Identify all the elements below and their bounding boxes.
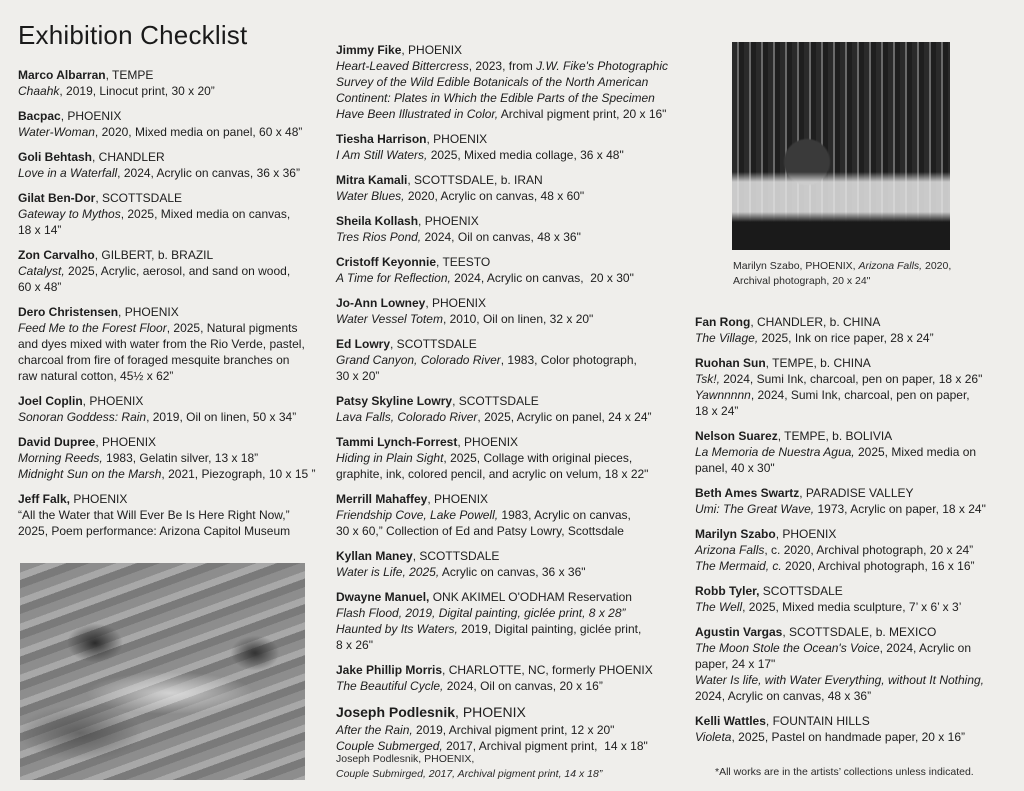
checklist-entry [695,624,1015,704]
checklist-entry [336,336,686,384]
artist-location: SCOTTSDALE [759,584,843,598]
artist-line [336,172,686,188]
artist-line [336,393,686,409]
artist-location: , SCOTTSDALE [452,394,539,408]
checklist-entry [336,131,686,163]
artist-location: , SCOTTSDALE [412,549,500,563]
artwork-line [695,599,1015,615]
artwork-title: Hiding in Plain Sight [336,451,444,465]
artwork-title: Grand Canyon, Colorado River [336,353,501,367]
artwork-details: 2025, Ink on rice paper, 28 x 24” [758,331,934,345]
artwork-details: 2020, Acrylic on canvas, 48 x 60" [404,189,585,203]
artwork-line [336,270,686,286]
artist-line [695,314,1015,330]
checklist-entry [695,485,1015,517]
artist-name: Goli Behtash [18,150,93,164]
artwork-details: , 2025, Mixed media sculpture, 7’ x 6’ x 3’ [742,600,962,614]
artwork-title: The Well [695,600,743,614]
artist-location: , PHOENIX [426,132,488,146]
artwork-line [336,311,686,327]
artwork-title: Tres Rios Pond, [336,230,422,244]
artist-line [695,713,1015,729]
artist-name: David Dupree [18,435,96,449]
checklist-entry [695,583,1015,615]
artwork-details: 2019, Archival pigment print, 12 x 20" [412,723,615,737]
artwork-title: Arizona Falls [695,543,765,557]
artist-location: , TEMPE, b. BOLIVIA [777,429,893,443]
artwork-title: Midnight Sun on the Marsh [18,467,162,481]
artwork-title: Chaahk [18,84,60,98]
artist-name: Marilyn Szabo [695,527,776,541]
artist-line [695,485,1015,501]
checklist-entry [336,703,686,754]
checklist-entry [336,393,686,425]
artist-name: Jeff Falk, [18,492,71,506]
checklist-column-3 [695,314,1015,754]
photo-caption-podlesnik [336,752,602,782]
artwork-line [336,409,686,425]
artist-line [336,548,686,564]
checklist-entry [695,713,1015,745]
artist-line [336,491,686,507]
artwork-title: Haunted by Its Waters, [336,622,458,636]
artist-line [336,254,686,270]
artwork-details: Archival pigment print, 20 x 16" [498,107,667,121]
artwork-line [336,507,686,539]
checklist-entry [18,491,333,539]
artwork-details: , 2023, from [468,59,537,73]
artwork-details: , 2025, Mixed media on canvas, 18 x 14” [18,207,291,237]
artwork-title: Umi: The Great Wave, [695,502,815,516]
artwork-details: , 2020, Mixed media on panel, 60 x 48” [94,125,303,139]
artist-name: Fan Rong [695,315,751,329]
artist-name: Marco Albarran [18,68,106,82]
artist-line [18,304,333,320]
caption-artist: Marilyn Szabo, PHOENIX, [733,260,859,272]
artwork-title: Flash Flood, 2019, Digital painting, giclée print, 8 x 28” [336,606,626,620]
artwork-line [695,501,1015,517]
artwork-title: The Mermaid, c. [695,559,782,573]
artist-name: Sheila Kollash [336,214,419,228]
artwork-details: , c. 2020, Archival photograph, 20 x 24” [764,543,974,557]
artist-location: , TEMPE, b. CHINA [765,356,871,370]
artwork-line [695,444,1015,476]
artist-name: Zon Carvalho [18,248,95,262]
artwork-details: 2019, Digital painting, giclée print, 8 x 26" [336,622,642,652]
artwork-line [18,507,333,539]
artwork-details: 2017, Archival pigment print, 14 x 18" [442,739,648,753]
checklist-entry [18,108,333,140]
caption-title: Arizona Falls, [858,260,923,272]
artwork-details: , 2025, Natural pigments and dyes mixed with water from the Rio Verde, pastel, charcoal from fire of foraged mesquite branches on raw natural cotton, 45½ x 62” [18,321,305,383]
artwork-line [695,640,1015,672]
artwork-line [336,188,686,204]
artist-location: , PHOENIX [418,214,479,228]
artwork-line [336,722,686,738]
artwork-line [336,352,686,384]
artwork-line [336,621,686,653]
artwork-photo-couple-submerged [20,563,305,780]
artwork-details: 2025, Mixed media on panel, 40 x 30" [695,445,977,475]
artwork-title: J.W. Fike's Photographic Survey of the Wild Edible Botanicals of the North American Continent: Plates in Which the Edible Parts of the Specimen Have Been Illustrated in Color, [336,59,669,121]
artwork-title: Feed Me to the Forest Floor [18,321,167,335]
caption-title: Couple Submirged, 2017, Archival pigment print, 14 x 18” [336,768,603,780]
artist-location: , CHANDLER [92,150,165,164]
artwork-details: , 2024, Acrylic on canvas, 36 x 36” [117,166,300,180]
artist-location: , PHOENIX [401,43,463,57]
artist-name: Dwayne Manuel, [336,590,430,604]
artwork-title: Morning Reeds, [18,451,103,465]
artist-name: Ed Lowry [336,337,391,351]
artist-line [18,108,333,124]
checklist-column-1 [18,67,333,548]
artwork-title: A Time for Reflection, [336,271,451,285]
artist-name: Nelson Suarez [695,429,778,443]
artwork-title: Love in a Waterfall [18,166,118,180]
artist-name: Jimmy Fike [336,43,402,57]
artwork-details: 1983, Gelatin silver, 13 x 18” [102,451,259,465]
artist-location: , TEMPE [105,68,154,82]
footnote: *All works are in the artists’ collections unless indicated. [715,766,974,778]
artwork-details: , 1983, Color photograph, 30 x 20” [336,353,637,383]
artwork-details: , 2024, Sumi Ink, charcoal, pen on paper, 18 x 24” [695,388,970,418]
artist-name: Kelli Wattles [695,714,766,728]
artwork-details: 1983, Acrylic on canvas, 30 x 60,” Collection of Ed and Patsy Lowry, Scottsdale [336,508,631,538]
artwork-line [18,409,333,425]
artwork-line [695,558,1015,574]
artist-name: Robb Tyler, [695,584,760,598]
artist-line [336,662,686,678]
artwork-line [336,58,686,122]
checklist-entry [18,67,333,99]
artwork-title: Water is Life, 2025, [336,565,440,579]
artist-location: , PHOENIX [82,394,144,408]
artist-line [18,149,333,165]
artist-name: Bacpac [18,109,61,123]
checklist-entry [18,190,333,238]
artwork-line [336,147,686,163]
artist-name: Patsy Skyline Lowry [336,394,453,408]
artist-name: Joseph Podlesnik [336,704,456,720]
checklist-entry [336,172,686,204]
artist-line [18,67,333,83]
artwork-line [695,387,1015,419]
artist-name: Merrill Mahaffey [336,492,428,506]
artwork-line [18,320,333,384]
artist-location: , CHANDLER, b. CHINA [750,315,881,329]
artist-line [18,247,333,263]
artwork-title: Sonoran Goddess: Rain [18,410,147,424]
artist-location: , PHOENIX [455,704,526,720]
artist-line [336,42,686,58]
artwork-title: After the Rain, [336,723,413,737]
checklist-entry [336,295,686,327]
artwork-line [695,672,1015,704]
artist-line [336,295,686,311]
artwork-title: Heart-Leaved Bittercress [336,59,469,73]
artist-line [18,190,333,206]
artwork-details: Acrylic on canvas, 36 x 36" [439,565,586,579]
artwork-title: Catalyst, [18,264,65,278]
checklist-entry [695,526,1015,574]
artist-location: , PHOENIX [457,435,519,449]
checklist-entry [695,355,1015,419]
artwork-details: , 2019, Oil on linen, 50 x 34” [146,410,297,424]
artist-location: , PHOENIX [427,492,489,506]
artwork-title: Couple Submerged, [336,739,443,753]
artist-location: , SCOTTSDALE [390,337,477,351]
checklist-entry [695,428,1015,476]
artist-line [695,526,1015,542]
artist-location: , PHOENIX [425,296,487,310]
artist-location: , PHOENIX [95,435,157,449]
artist-name: Ruohan Sun [695,356,766,370]
artist-line [336,336,686,352]
checklist-entry [336,491,686,539]
artist-location: , GILBERT, b. BRAZIL [94,248,214,262]
page-title: Exhibition Checklist [18,20,248,50]
artwork-details: 2020, Archival photograph, 16 x 16” [781,559,975,573]
artist-name: Mitra Kamali [336,173,408,187]
artwork-title: Water-Woman [18,125,95,139]
artwork-details: , 2021, Piezograph, 10 x 15 ” [161,467,316,481]
artwork-details: , 2010, Oil on linen, 32 x 20" [442,312,594,326]
artwork-line [695,729,1015,745]
artwork-photo-arizona-falls [732,42,950,250]
artwork-details: , 2025, Pastel on handmade paper, 20 x 16” [731,730,965,744]
artist-line [336,213,686,229]
checklist-entry [336,254,686,286]
artist-name: Tammi Lynch-Forrest [336,435,458,449]
artist-name: Dero Christensen [18,305,119,319]
artist-line [18,393,333,409]
artwork-line [18,466,333,482]
artist-line [695,428,1015,444]
artist-location: , CHARLOTTE, NC, formerly PHOENIX [442,663,653,677]
artist-line [336,703,686,722]
caption-artist: Joseph Podlesnik, PHOENIX, [336,753,475,765]
artwork-details: 1973, Acrylic on paper, 18 x 24" [814,502,986,516]
artist-line [18,434,333,450]
artwork-title: Violeta [695,730,732,744]
checklist-column-2 [336,42,686,763]
artist-line [695,624,1015,640]
artist-location: , FOUNTAIN HILLS [765,714,870,728]
checklist-entry [336,662,686,694]
caption-details: 2020, Archival photograph, 20 x 24" [733,260,952,287]
artwork-details: 2025, Acrylic, aerosol, and sand on wood, 60 x 48” [18,264,291,294]
artwork-details: 2024, Oil on canvas, 20 x 16” [443,679,603,693]
artwork-line [18,206,333,238]
checklist-entry [18,434,333,482]
artist-name: Agustin Vargas [695,625,783,639]
artist-name: Tiesha Harrison [336,132,427,146]
artwork-details: , 2025, Collage with original pieces, graphite, ink, colored pencil, and acrylic on velum, 18 x 22" [336,451,649,481]
artist-line [336,589,686,605]
artist-name: Jake Phillip Morris [336,663,443,677]
artist-location: , SCOTTSDALE [95,191,183,205]
artist-name: Cristoff Keyonnie [336,255,437,269]
artwork-line [18,263,333,295]
artwork-details: 2025, Mixed media collage, 36 x 48" [427,148,624,162]
artist-name: Jo-Ann Lowney [336,296,426,310]
artwork-line [336,678,686,694]
artwork-title: Water Vessel Totem [336,312,443,326]
artwork-details: , 2025, Acrylic on panel, 24 x 24” [477,410,652,424]
artist-name: Kyllan Maney [336,549,413,563]
artwork-line [695,330,1015,346]
artist-location: , SCOTTSDALE, b. IRAN [407,173,543,187]
artist-location: , PHOENIX [60,109,122,123]
checklist-entry [695,314,1015,346]
artist-name: Gilat Ben-Dor [18,191,96,205]
checklist-entry [336,213,686,245]
artwork-details: 2024, Acrylic on canvas, 48 x 36” [695,689,872,703]
artwork-line [336,564,686,580]
artwork-title: Gateway to Mythos [18,207,121,221]
artist-location: ONK AKIMEL O'ODHAM Reservation [429,590,632,604]
artwork-details: , 2019, Linocut print, 30 x 20” [59,84,215,98]
photo-caption-szabo [733,259,951,289]
artist-line [336,131,686,147]
checklist-entry [336,42,686,122]
artist-location: , TEESTO [436,255,491,269]
artwork-title: Tsk!, [695,372,720,386]
artwork-title: The Moon Stole the Ocean's Voice [695,641,880,655]
checklist-entry [18,393,333,425]
artwork-title: La Memoria de Nuestra Agua, [695,445,855,459]
artwork-title: Water Blues, [336,189,405,203]
checklist-entry [18,247,333,295]
checklist-entry [336,434,686,482]
checklist-entry [336,548,686,580]
artwork-title: Lava Falls, Colorado River [336,410,478,424]
artist-location: , SCOTTSDALE, b. MEXICO [782,625,937,639]
artist-location: , PARADISE VALLEY [799,486,914,500]
artwork-title: Yawnnnnn [695,388,751,402]
artist-location: , PHOENIX [775,527,837,541]
artwork-details: 2024, Acrylic on canvas, 20 x 30" [450,271,634,285]
artwork-details: , 2024, Acrylic on paper, 24 x 17" [695,641,972,671]
checklist-entry [18,149,333,181]
artwork-details: “All the Water that Will Ever Be Is Here Right Now,” 2025, Poem performance: Arizona Capitol Museum [18,508,291,538]
artist-location: PHOENIX [70,492,128,506]
artist-line [18,491,333,507]
artwork-title: The Village, [695,331,759,345]
artwork-title: Water Is life, with Water Everything, without It Nothing, [695,673,985,687]
artist-location: , PHOENIX [118,305,179,319]
artwork-line [18,450,333,466]
artwork-details: 2024, Sumi Ink, charcoal, pen on paper, 18 x 26" [719,372,983,386]
artist-line [695,583,1015,599]
artwork-line [18,124,333,140]
artwork-line [336,229,686,245]
artwork-line [18,83,333,99]
artwork-title: Friendship Cove, Lake Powell, [336,508,499,522]
checklist-entry [18,304,333,384]
artwork-line [18,165,333,181]
artwork-line [695,542,1015,558]
checklist-entry [336,589,686,653]
artist-line [695,355,1015,371]
artwork-line [336,450,686,482]
artwork-title: The Beautiful Cycle, [336,679,444,693]
artwork-title: I Am Still Waters, [336,148,428,162]
artist-line [336,434,686,450]
artwork-details: 2024, Oil on canvas, 48 x 36" [421,230,581,244]
artwork-line [336,605,686,621]
artist-name: Joel Coplin [18,394,83,408]
artwork-line [695,371,1015,387]
artist-name: Beth Ames Swartz [695,486,800,500]
